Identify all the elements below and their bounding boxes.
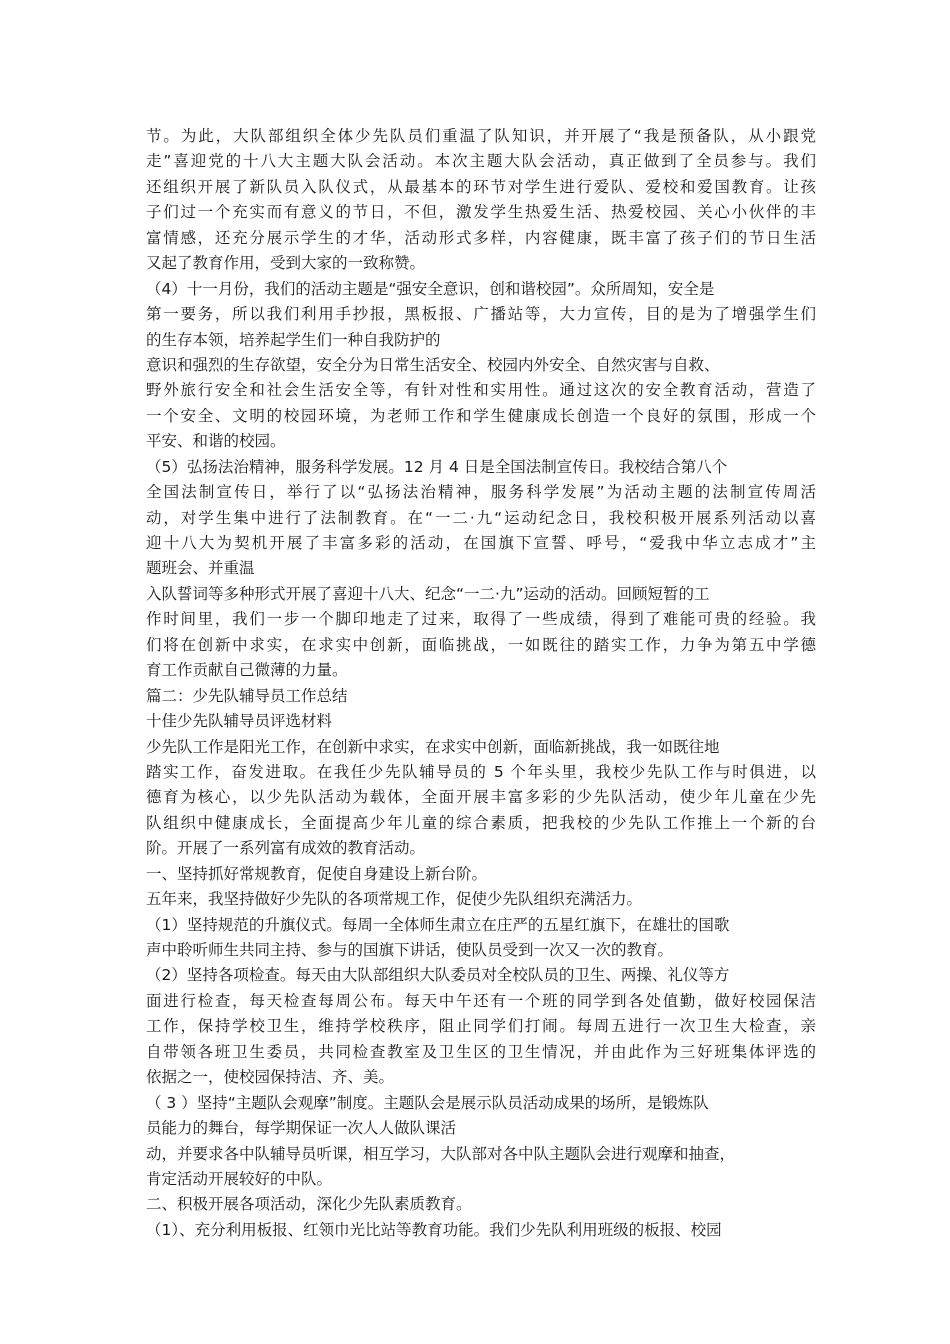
text-line: 篇二：少先队辅导员工作总结 bbox=[146, 686, 348, 705]
text-line: 五年来，我坚持做好少先队的各项常规工作，促使少先队组织充满活力。 bbox=[146, 890, 643, 909]
text-line: 育工作贡献自己微薄的力量。 bbox=[146, 661, 348, 680]
text-line: 一、坚持抓好常规教育，促使自身建设上新台阶。 bbox=[146, 864, 488, 883]
text-line: 工作，保持学校卫生，维持学校秩序，阻止同学们打闹。每周五进行一次卫生大检查，亲 bbox=[146, 1017, 816, 1036]
text-line: 题班会、并重温 bbox=[146, 559, 255, 578]
text-line: 还组织开展了新队员入队仪式，从最基本的环节对学生进行爱队、爱校和爱国教育。让孩 bbox=[146, 177, 816, 196]
text-line: 子们过一个充实而有意义的节日，不但，激发学生热爱生活、热爱校园、关心小伙伴的丰 bbox=[146, 203, 816, 222]
text-line: 又起了教育作用，受到大家的一致称赞。 bbox=[146, 254, 426, 273]
text-line: （ 3 ）坚持“主题队会观摩”制度。主题队会是展示队员活动成果的场所，是锻炼队 bbox=[146, 1093, 709, 1112]
text-line: 踏实工作，奋发进取。在我任少先队辅导员的 5 个年头里，我校少先队工作与时俱进，以 bbox=[146, 762, 816, 781]
text-line: 队组织中健康成长，全面提高少年儿童的综合素质，把我校的少先队工作推上一个新的台 bbox=[146, 813, 816, 832]
text-line: 们将在创新中求实，在求实中创新，面临挑战，一如既往的踏实工作，力争为第五中学德 bbox=[146, 635, 816, 654]
text-line: 意识和强烈的生存欲望，安全分为日常生活安全、校园内外安全、自然灾害与自救、 bbox=[146, 355, 720, 374]
document-body bbox=[146, 124, 816, 1243]
text-line: 一个安全、文明的校园环境，为老师工作和学生健康成长创造一个良好的氛围，形成一个 bbox=[146, 406, 816, 425]
text-line: （1）、充分利用板报、红领巾光比站等教育功能。我们少先队利用班级的板报、校园 bbox=[146, 1220, 722, 1239]
text-line: 入队誓词等多种形式开展了喜迎十八大、纪念“一二·九”运动的活动。回顾短暂的工 bbox=[146, 584, 710, 603]
text-line: （5）弘扬法治精神，服务科学发展。12 月 4 日是全国法制宣传日。我校结合第八个 bbox=[146, 457, 728, 476]
text-line: 自带领各班卫生委员，共同检查教室及卫生区的卫生情况，并由此作为三好班集体评选的 bbox=[146, 1042, 816, 1061]
text-line: （2）坚持各项检查。每天由大队部组织大队委员对全校队员的卫生、两操、礼仪等方 bbox=[146, 966, 730, 985]
text-line: 第一要务，所以我们利用手抄报，黑板报、广播站等，大力宣传，目的是为了增强学生们 bbox=[146, 305, 816, 324]
text-line: 野外旅行安全和社会生活安全等，有针对性和实用性。通过这次的安全教育活动，营造了 bbox=[146, 381, 816, 400]
text-line: 动，并要求各中队辅导员听课，相互学习，大队部对各中队主题队会进行观摩和抽查， bbox=[146, 1144, 736, 1163]
text-line: 德育为核心，以少先队活动为载体，全面开展丰富多彩的少先队活动，使少年儿童在少先 bbox=[146, 788, 816, 807]
text-line: 十佳少先队辅导员评选材料 bbox=[146, 712, 333, 731]
text-line: 少先队工作是阳光工作，在创新中求实，在求实中创新，面临新挑战，我一如既往地 bbox=[146, 737, 720, 756]
text-line: 走”喜迎党的十八大主题大队会活动。本次主题大队会活动，真正做到了全员参与。我们 bbox=[146, 152, 816, 171]
text-line: 节。为此，大队部组织全体少先队员们重温了队知识，并开展了“我是预备队，从小跟党 bbox=[146, 127, 816, 145]
text-line: 肯定活动开展较好的中队。 bbox=[146, 1169, 333, 1188]
text-line: 全国法制宣传日，举行了以“弘扬法治精神，服务科学发展”为活动主题的法制宣传周活 bbox=[146, 483, 816, 502]
text-line: 阶。开展了一系列富有成效的教育活动。 bbox=[146, 839, 426, 858]
text-line: 面进行检查，每天检查每周公布。每天中午还有一个班的同学到各处值勤，做好校园保洁 bbox=[146, 991, 816, 1010]
text-line: 二、积极开展各项活动，深化少先队素质教育。 bbox=[146, 1195, 472, 1214]
text-line: （1）坚持规范的升旗仪式。每周一全体师生肃立在庄严的五星红旗下，在雄壮的国歌 bbox=[146, 915, 730, 934]
text-line: 作时间里，我们一步一个脚印地走了过来，取得了一些成绩，得到了难能可贵的经验。我 bbox=[146, 610, 816, 629]
text-line: 依据之一，使校园保持洁、齐、美。 bbox=[146, 1068, 395, 1087]
text-line: 迎十八大为契机开展了丰富多彩的活动，在国旗下宣誓、呼号，“爱我中华立志成才”主 bbox=[146, 534, 816, 552]
text-line: （4）十一月份，我们的活动主题是“强安全意识，创和谐校园”。众所周知，安全是 bbox=[146, 279, 715, 298]
text-line: 的生存本领，培养起学生们一种自我防护的 bbox=[146, 330, 441, 349]
text-line: 动，对学生集中进行了法制教育。在“一二·九“运动纪念日，我校积极开展系列活动以喜 bbox=[146, 508, 816, 527]
text-line: 富情感，还充分展示学生的才华，活动形式多样，内容健康，既丰富了孩子们的节日生活 bbox=[146, 228, 816, 247]
text-line: 声中聆听师生共同主持、参与的国旗下讲话，使队员受到一次又一次的教育。 bbox=[146, 941, 674, 959]
text-line: 员能力的舞台，每学期保证一次人人做队课活 bbox=[146, 1119, 457, 1138]
text-line: 平安、和谐的校园。 bbox=[146, 432, 286, 451]
